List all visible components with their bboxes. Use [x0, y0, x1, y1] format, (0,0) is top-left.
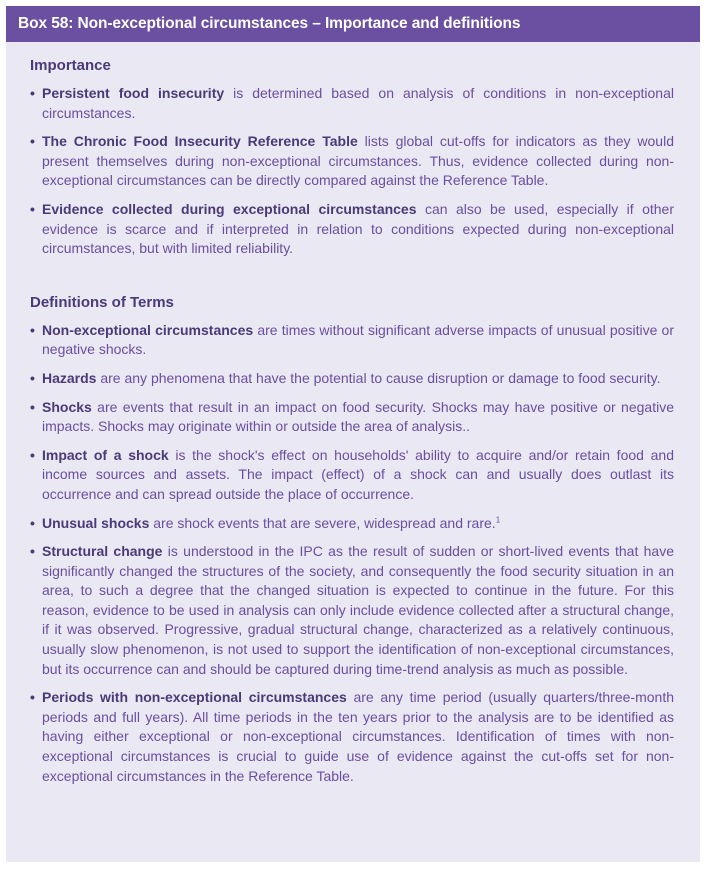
definition: are any time period (usually quarters/three-month periods and full years). All time periods in the ten years prior to the analysis are to be identified as having either exceptional or non-exceptional circumstances. Identification of times with non-exceptional circumstances is crucial to guide use of evidence against the cut-offs set for non-exceptional circumstances in the Reference Table.: [42, 689, 674, 784]
list-item: [30, 688, 674, 786]
list-item: [30, 200, 674, 259]
definitions-heading: Definitions of Terms: [30, 293, 174, 311]
list-item: [30, 514, 674, 534]
term: Impact of a shock: [42, 446, 169, 463]
term: Periods with non-exceptional circumstances: [42, 689, 347, 706]
term: Shocks: [42, 398, 92, 415]
term: Unusual shocks: [42, 514, 150, 531]
list-item: [30, 84, 674, 123]
box-content: [6, 42, 700, 786]
definition: is determined based on analysis of conditions in non-exceptional circumstances.: [42, 85, 674, 121]
definition: are shock events that are severe, widespread and rare.: [149, 514, 496, 531]
definitions-list: [30, 321, 674, 786]
definition: can also be used, especially if other evidence is scarce and if interpreted in relation to conditions expected during non-exceptional circumstances, but with limited reliability.: [42, 200, 674, 257]
definition: lists global cut-offs for indicators as they would present themselves during non-exceptional circumstances. Thus, evidence collected during non-exceptional circumstances can be directly compared against the Reference Table.: [42, 133, 674, 189]
definition: is understood in the IPC as the result of sudden or short-lived events that have significantly changed the structures of the society, and consequently the food security situation in an area, to such a degree that the changed situation is expected to continue in the future. For this reason, evidence to be used in analysis can only include evidence collected after a structural change, if it was observed. Progressive, gradual structural change, characterized as a relatively continuous, usually slow phenomenon, is not used to support the identification of non-exceptional circumstances, but its occurrence can and should be captured during time-trend analysis as much as possible.: [42, 543, 675, 677]
term: Structural change: [42, 543, 163, 560]
list-item: [30, 542, 674, 679]
box-title: Box 58: Non-exceptional circumstances – Importance and definitions: [6, 6, 700, 42]
term: Evidence collected during exceptional circumstances: [42, 200, 417, 217]
term: Hazards: [42, 369, 97, 386]
info-box: [6, 6, 700, 862]
definition: are events that result in an impact on food security. Shocks may have positive or negative impacts. Shocks may originate within or outside the area of analysis..: [42, 398, 674, 435]
list-item: [30, 132, 674, 191]
term: Persistent food insecurity: [42, 85, 225, 101]
list-item: [30, 398, 674, 437]
importance-list: [30, 84, 674, 259]
list-item: [30, 321, 674, 360]
term: The Chronic Food Insecurity Reference Table: [42, 133, 358, 150]
definition: are any phenomena that have the potential to cause disruption or damage to food security.: [96, 369, 661, 386]
footnote-marker: 1: [495, 514, 501, 524]
definition: are times without significant adverse impacts of unusual positive or negative shocks.: [42, 321, 674, 358]
definition: is the shock's effect on households' ability to acquire and/or retain food and income sources and assets. The impact (effect) of a shock can and usually does outlast its occurrence and can spread outside the place of occurrence.: [42, 446, 674, 502]
list-item: [30, 446, 674, 505]
list-item: [30, 369, 674, 389]
term: Non-exceptional circumstances: [42, 321, 254, 338]
importance-heading: Importance: [30, 57, 111, 74]
